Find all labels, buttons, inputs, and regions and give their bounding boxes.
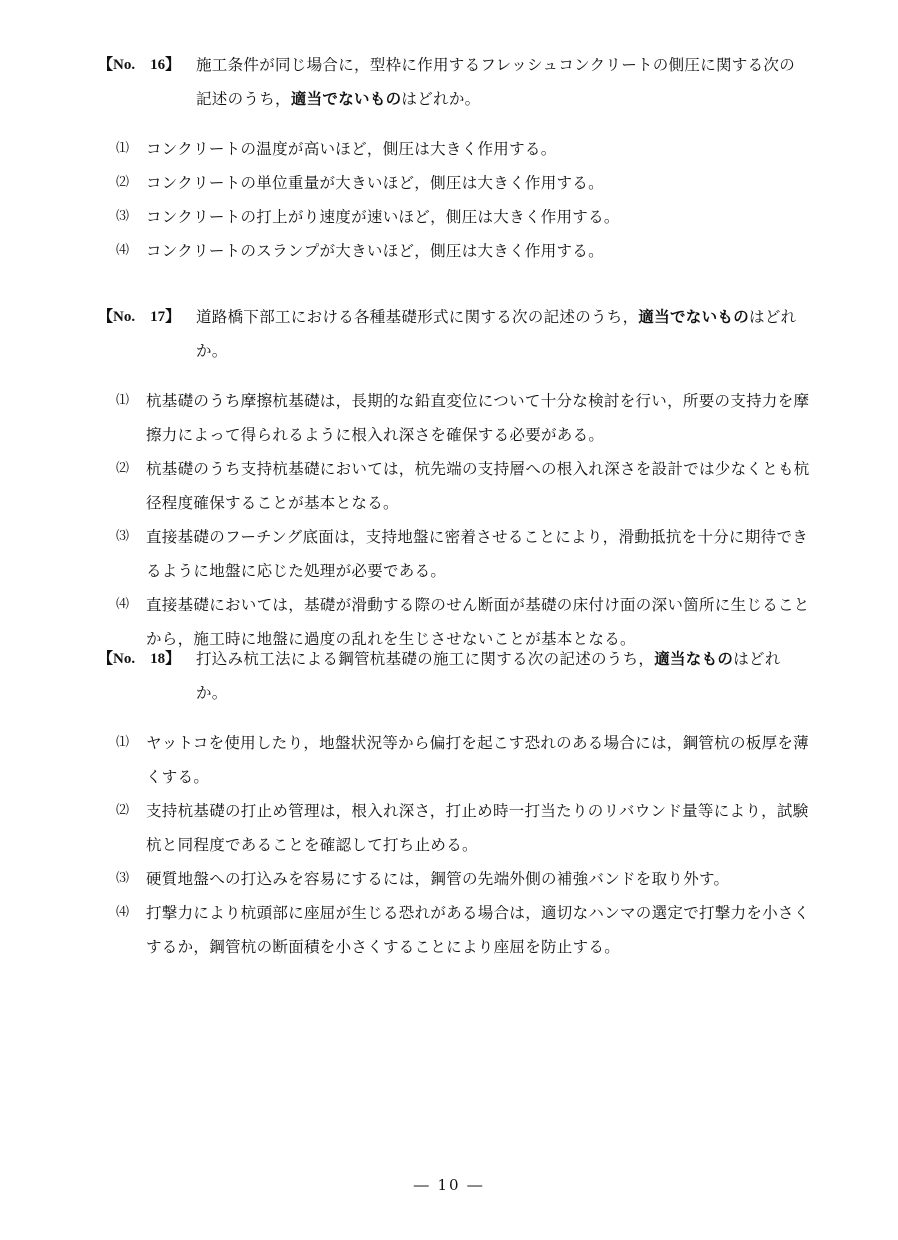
choice-number: ⑵ (116, 461, 130, 476)
choice-item[interactable] (98, 896, 810, 964)
choice-list (98, 384, 810, 656)
question-18 (98, 642, 810, 964)
choice-number: ⑶ (116, 529, 130, 544)
question-stem (196, 48, 810, 116)
question-stem (196, 300, 810, 368)
stem-emphasis: 適当なもの (654, 650, 734, 668)
choice-text: コンクリートの温度が高いほど，側圧は大きく作用する。 (146, 140, 557, 158)
choice-number: ⑵ (116, 175, 130, 190)
stem-text: 施工条件が同じ場合に，型枠に作用するフレッシュコンクリートの側圧に関する次の記述のうち， (196, 56, 796, 108)
choice-item[interactable] (98, 520, 810, 588)
choice-item[interactable] (98, 384, 810, 452)
choice-text: ヤットコを使用したり，地盤状況等から偏打を起こす恐れのある場合には，鋼管杭の板厚を薄くする。 (146, 734, 809, 786)
choice-list (98, 132, 810, 268)
stem-tail: はどれか。 (196, 308, 797, 360)
question-number: 【No. 18】 (98, 651, 181, 667)
choice-text: 杭基礎のうち摩擦杭基礎は，長期的な鉛直変位について十分な検討を行い，所要の支持力を摩擦力によって得られるように根入れ深さを確保する必要がある。 (146, 392, 810, 444)
choice-number: ⑶ (116, 871, 130, 886)
choice-number: ⑷ (116, 243, 130, 258)
question-header (98, 300, 810, 368)
choice-text: コンクリートの打上がり速度が速いほど，側圧は大きく作用する。 (146, 208, 620, 226)
choice-number: ⑷ (116, 905, 130, 920)
choice-number: ⑴ (116, 735, 130, 750)
question-header (98, 642, 810, 710)
choice-text: 打撃力により杭頭部に座屈が生じる恐れがある場合は，適切なハンマの選定で打撃力を小さくするか，鋼管杭の断面積を小さくすることにより座屈を防止する。 (146, 904, 810, 956)
question-header (98, 48, 810, 116)
question-stem (196, 642, 810, 710)
question-16 (98, 48, 810, 268)
question-17 (98, 300, 810, 656)
choice-list (98, 726, 810, 964)
question-number: 【No. 16】 (98, 57, 181, 73)
choice-text: コンクリートのスランプが大きいほど，側圧は大きく作用する。 (146, 242, 604, 260)
choice-number: ⑵ (116, 803, 130, 818)
stem-emphasis: 適当でないもの (638, 308, 750, 326)
choice-text: 直接基礎においては，基礎が滑動する際のせん断面が基礎の床付け面の深い箇所に生じることから，施工時に地盤に過度の乱れを生じさせないことが基本となる。 (146, 596, 810, 648)
choice-number: ⑷ (116, 597, 130, 612)
question-number: 【No. 17】 (98, 309, 181, 325)
choice-text: 杭基礎のうち支持杭基礎においては，杭先端の支持層への根入れ深さを設計では少なくとも杭径程度確保することが基本となる。 (146, 460, 810, 512)
stem-text: 打込み杭工法による鋼管杭基礎の施工に関する次の記述のうち， (196, 650, 655, 668)
choice-item[interactable] (98, 862, 810, 896)
stem-text: 道路橋下部工における各種基礎形式に関する次の記述のうち， (196, 308, 639, 326)
choice-text: 硬質地盤への打込みを容易にするには，鋼管の先端外側の補強バンドを取り外す。 (146, 870, 730, 888)
stem-tail: はどれか。 (196, 650, 781, 702)
choice-text: コンクリートの単位重量が大きいほど，側圧は大きく作用する。 (146, 174, 604, 192)
choice-item[interactable] (98, 794, 810, 862)
stem-emphasis: 適当でないもの (290, 90, 402, 108)
choice-item[interactable] (98, 452, 810, 520)
choice-text: 直接基礎のフーチング底面は，支持地盤に密着させることにより，滑動抵抗を十分に期待できるように地盤に応じた処理が必要である。 (146, 528, 809, 580)
choice-number: ⑴ (116, 141, 130, 156)
choice-number: ⑶ (116, 209, 130, 224)
choice-number: ⑴ (116, 393, 130, 408)
choice-item[interactable] (98, 200, 810, 234)
page-number: ― 10 ― (413, 1176, 485, 1194)
choice-item[interactable] (98, 132, 810, 166)
choice-item[interactable] (98, 234, 810, 268)
choice-item[interactable] (98, 726, 810, 794)
choice-text: 支持杭基礎の打止め管理は，根入れ深さ，打止め時一打当たりのリバウンド量等により，試験杭と同程度であることを確認して打ち止める。 (146, 802, 809, 854)
stem-tail: はどれか。 (401, 90, 481, 108)
choice-item[interactable] (98, 166, 810, 200)
